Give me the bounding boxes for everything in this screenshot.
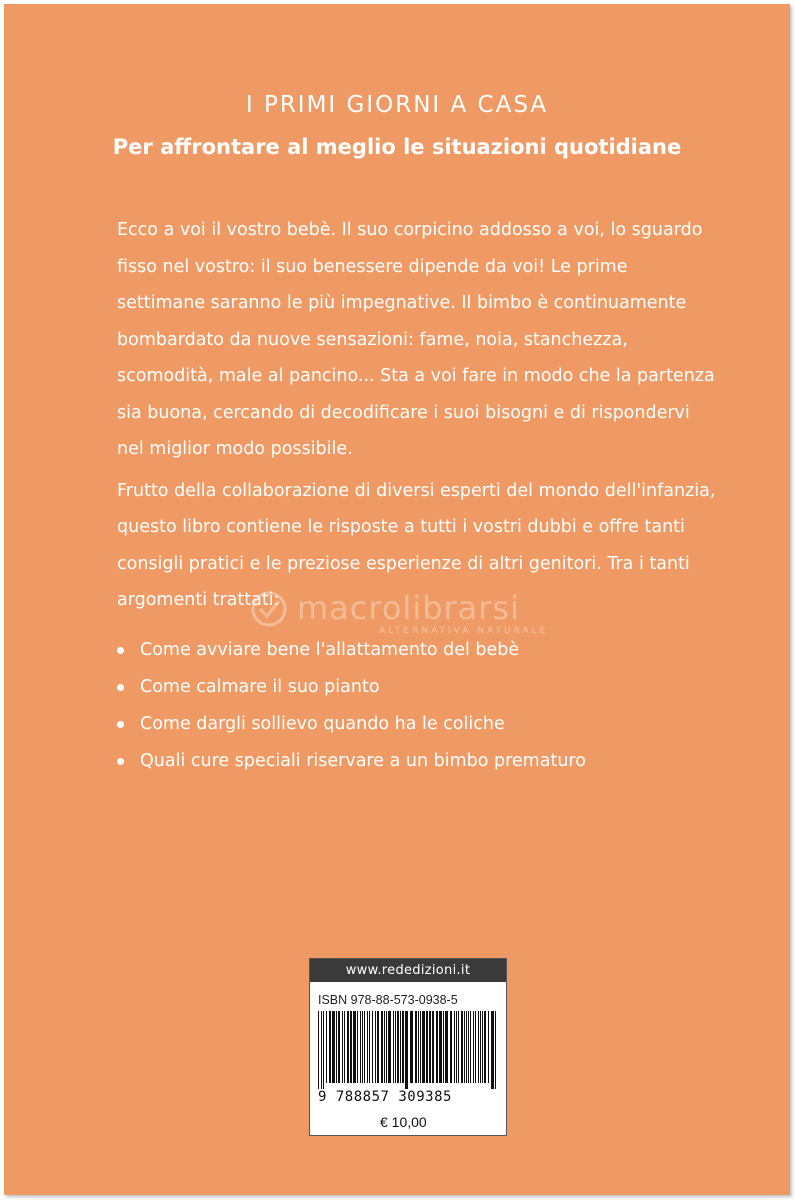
- bullet-icon: [117, 758, 124, 765]
- bullet-icon: [117, 721, 124, 728]
- topic-text: Come avviare bene l'allattamento del bebè: [140, 640, 520, 660]
- price-label: € 10,00: [380, 1114, 427, 1130]
- topic-item: [117, 632, 737, 669]
- description-paragraph-1: Ecco a voi il vostro bebè. Il suo corpicino addosso a voi, lo sguardo fisso nel vostro: il suo benessere dipende da voi! Le prime settimane saranno le più impegnative. Il bimbo è continuamente bombardato da nuove sensazioni: fame, noia, stanchezza, scomodità, male al pancino... Sta a voi fare in modo che la partenza sia buona, cercando di decodificare i suoi bisogni e di rispondervi nel miglior modo possibile.: [117, 220, 715, 459]
- topic-item: [117, 706, 737, 743]
- topic-item: [117, 743, 737, 780]
- bullet-icon: [117, 684, 124, 691]
- cover-subheading: Per affrontare al meglio le situazioni quotidiane: [112, 135, 682, 159]
- watermark-name: macrolibrarsi: [297, 589, 520, 627]
- barcode-box: [309, 958, 507, 1136]
- barcode-number: 9 788857 309385: [318, 1089, 452, 1105]
- topic-text: Come dargli sollievo quando ha le coliche: [140, 714, 505, 734]
- topic-text: Quali cure speciali riservare a un bimbo prematuro: [140, 751, 586, 771]
- bullet-icon: [117, 647, 124, 654]
- isbn-label: ISBN 978-88-573-0938-5: [318, 993, 458, 1007]
- topics-list: [117, 632, 737, 780]
- cover-heading: I PRIMI GIORNI A CASA: [245, 92, 549, 118]
- back-cover: [4, 4, 790, 1195]
- barcode-icon: [318, 1011, 498, 1089]
- topic-text: Come calmare il suo pianto: [140, 677, 380, 697]
- description-text: [117, 212, 717, 619]
- website-url: www.rededizioni.it: [310, 959, 506, 982]
- watermark-tagline: ALTERNATIVA NATURALE: [379, 626, 549, 636]
- description-paragraph-2: Frutto della collaborazione di diversi esperti del mondo dell'infanzia, questo libro contiene le risposte a tutti i vostri dubbi e offre tanti consigli pratici e le preziose esperienze di altri genitori. Tra i tanti argomenti trattati:: [117, 480, 716, 610]
- topic-item: [117, 669, 737, 706]
